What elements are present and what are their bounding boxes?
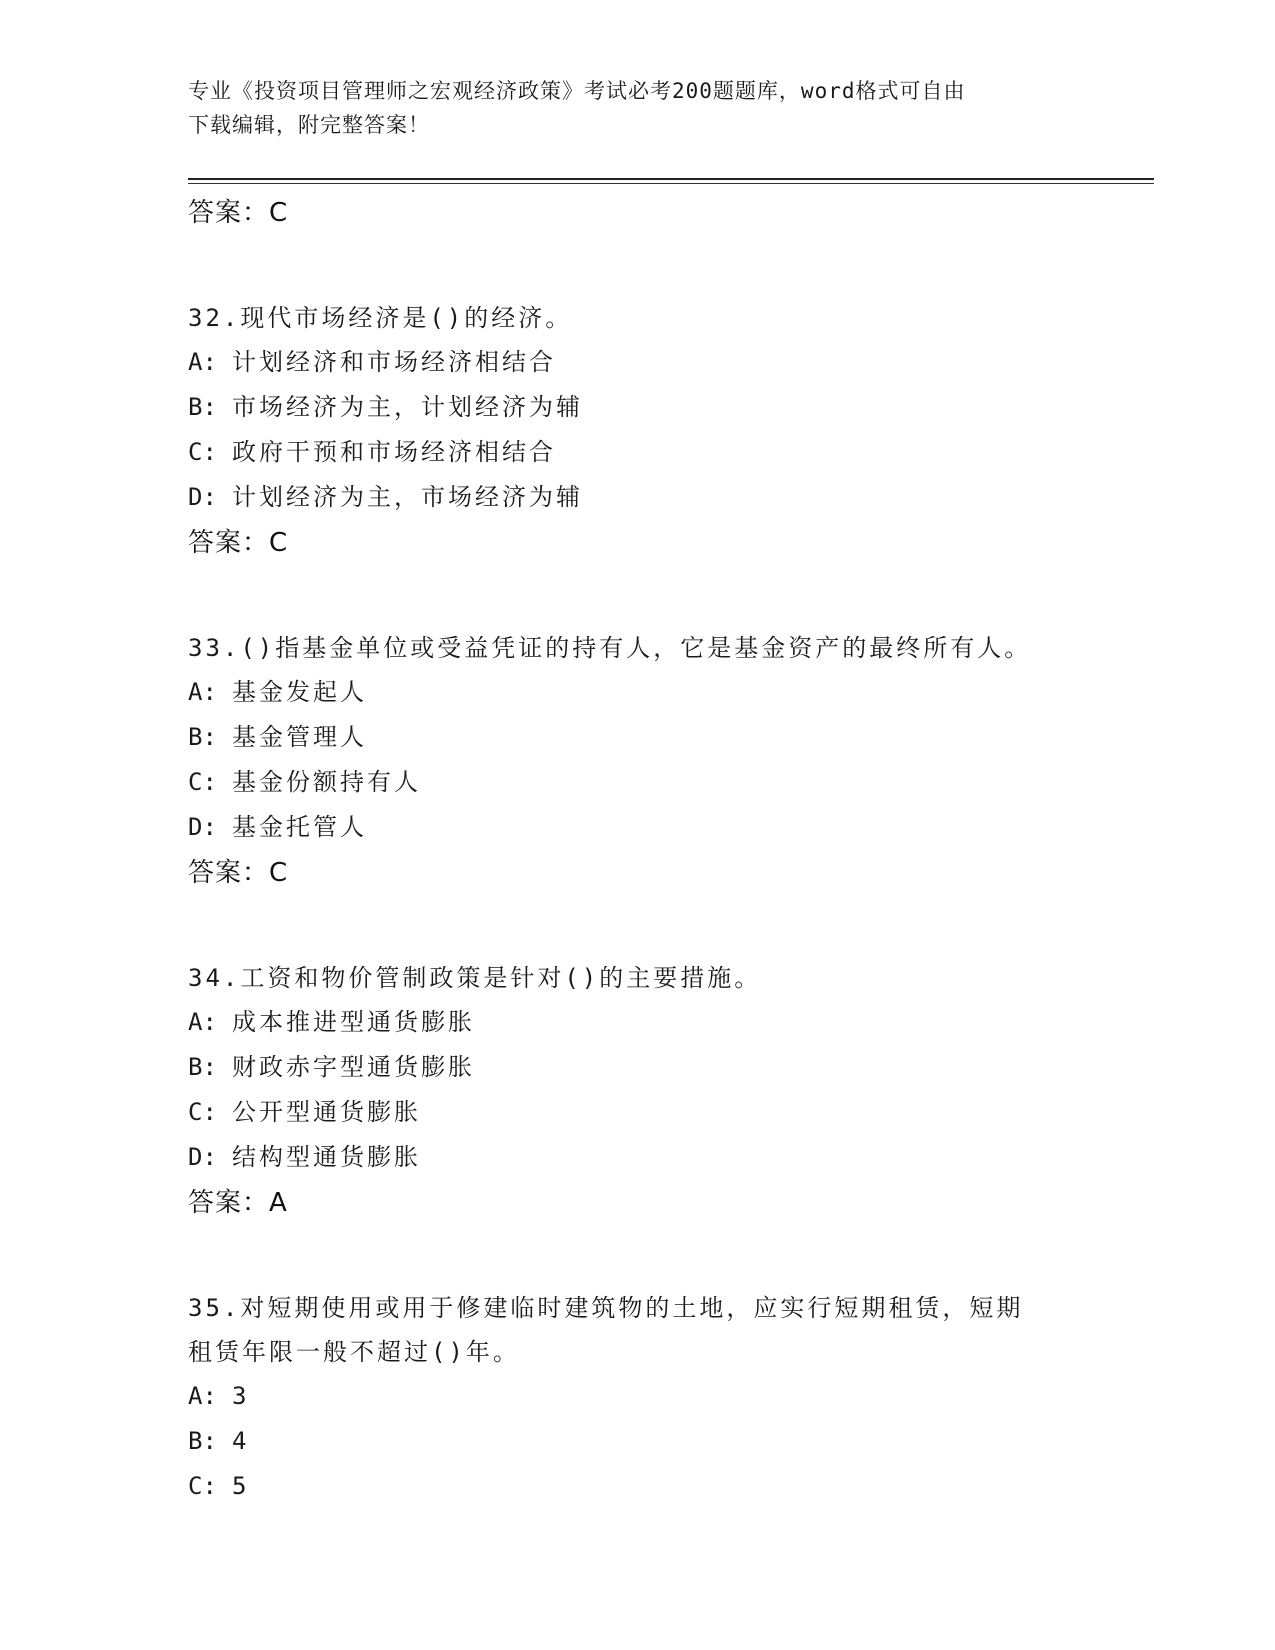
option-letter: D:	[188, 1143, 217, 1171]
option-b	[188, 1045, 1088, 1090]
option-letter: B:	[188, 1053, 217, 1081]
option-text: 市场经济为主，计划经济为辅	[232, 393, 583, 421]
option-text: 3	[232, 1382, 250, 1410]
option-text: 基金管理人	[232, 723, 367, 751]
question-32	[188, 296, 1088, 566]
option-text: 计划经济为主，市场经济为辅	[232, 483, 583, 511]
option-letter: B:	[188, 1427, 217, 1455]
question-list	[188, 190, 1088, 1509]
answer-label: 答案：A	[188, 1188, 288, 1218]
option-d	[188, 805, 1088, 850]
option-text: 基金托管人	[232, 813, 367, 841]
question-stem: 32.现代市场经济是()的经济。	[188, 304, 573, 332]
option-a	[188, 1374, 1088, 1419]
question-stem-line-1: 35.对短期使用或用于修建临时建筑物的土地，应实行短期租赁，短期	[188, 1294, 1024, 1322]
option-letter: B:	[188, 723, 217, 751]
header-line-1: 专业《投资项目管理师之宏观经济政策》考试必考200题题库，word格式可自由	[188, 79, 966, 103]
option-d	[188, 475, 1088, 520]
option-b	[188, 715, 1088, 760]
option-a	[188, 340, 1088, 385]
option-letter: C:	[188, 1472, 217, 1500]
option-c	[188, 760, 1088, 805]
question-stem: 34.工资和物价管制政策是针对()的主要措施。	[188, 964, 762, 992]
document-header	[188, 74, 1088, 142]
header-divider-thick	[188, 178, 1154, 180]
option-text: 财政赤字型通货膨胀	[232, 1053, 475, 1081]
option-c	[188, 430, 1088, 475]
option-letter: B:	[188, 393, 217, 421]
header-line-2: 下载编辑，附完整答案！	[188, 113, 430, 137]
option-letter: C:	[188, 438, 217, 466]
option-text: 5	[232, 1472, 250, 1500]
question-35	[188, 1286, 1088, 1509]
option-b	[188, 1419, 1088, 1464]
question-stem: 33.()指基金单位或受益凭证的持有人，它是基金资产的最终所有人。	[188, 634, 1032, 662]
question-33	[188, 626, 1088, 896]
option-letter: C:	[188, 768, 217, 796]
option-a	[188, 1000, 1088, 1045]
option-letter: A:	[188, 348, 217, 376]
option-text: 政府干预和市场经济相结合	[232, 438, 556, 466]
option-c	[188, 1090, 1088, 1135]
option-letter: A:	[188, 1008, 217, 1036]
answer-label: 答案：C	[188, 858, 289, 888]
option-c	[188, 1464, 1088, 1509]
question-stem-line-2: 租赁年限一般不超过()年。	[188, 1338, 520, 1366]
option-text: 成本推进型通货膨胀	[232, 1008, 475, 1036]
option-text: 计划经济和市场经济相结合	[232, 348, 556, 376]
option-text: 基金份额持有人	[232, 768, 421, 796]
option-text: 4	[232, 1427, 250, 1455]
option-letter: C:	[188, 1098, 217, 1126]
answer-label: 答案：C	[188, 528, 289, 558]
option-letter: A:	[188, 1382, 217, 1410]
question-34	[188, 956, 1088, 1226]
option-text: 基金发起人	[232, 678, 367, 706]
option-letter: D:	[188, 813, 217, 841]
option-text: 公开型通货膨胀	[232, 1098, 421, 1126]
option-b	[188, 385, 1088, 430]
option-letter: A:	[188, 678, 217, 706]
option-letter: D:	[188, 483, 217, 511]
option-text: 结构型通货膨胀	[232, 1143, 421, 1171]
header-divider-thin	[188, 183, 1154, 184]
previous-question-answer: 答案：C	[188, 198, 289, 228]
option-d	[188, 1135, 1088, 1180]
option-a	[188, 670, 1088, 715]
